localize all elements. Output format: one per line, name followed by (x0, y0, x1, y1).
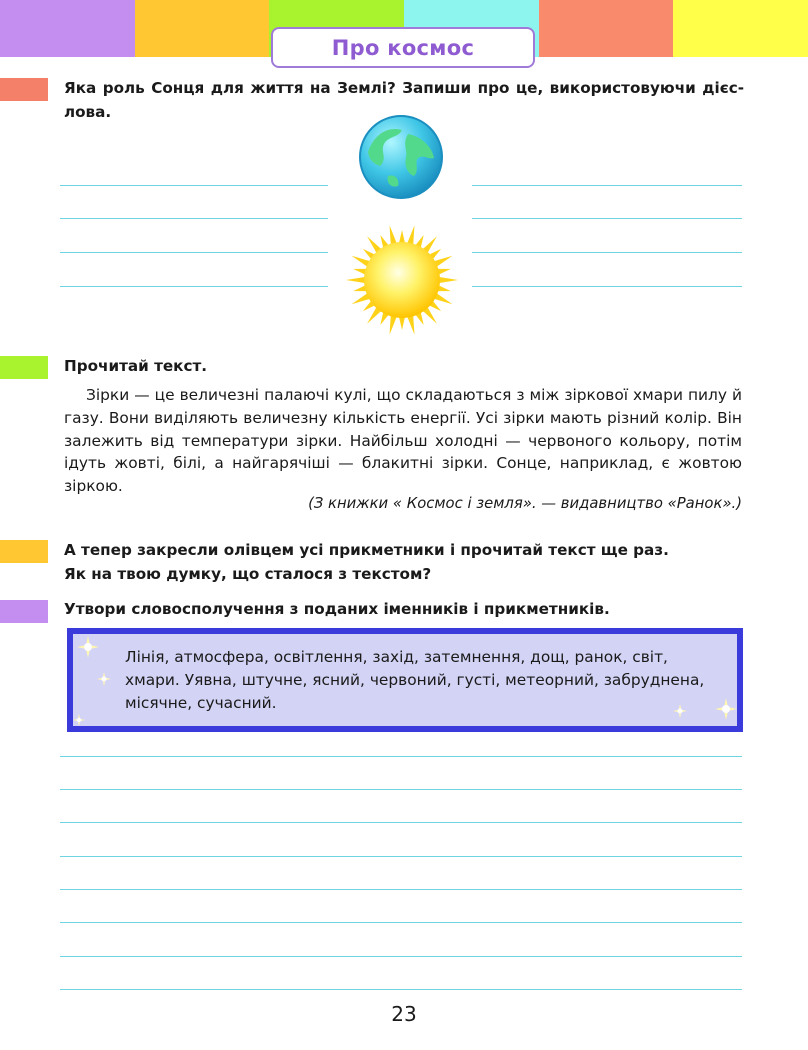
writing-line[interactable] (472, 252, 742, 253)
word-bank-box (67, 628, 743, 732)
reading-text: Зірки — це величезні палаючі кулі, що складаються з між зіркової хмари пилу й газу. Вони виділяють величезну кількість енергії. Усі зірки мають різний колір. Він залежить від температури зірки. Найбільш холодні — червоного кольору, потім ідуть жовті, білі, а найгарячіші — блакитні зірки. Сонце, наприклад, є жовтою зіркою. (64, 386, 742, 496)
writing-line[interactable] (472, 218, 742, 219)
writing-line[interactable] (60, 989, 742, 990)
writing-line[interactable] (472, 286, 742, 287)
task1-line1: Яка роль Сонця для життя на Землі? Запиши про це, використовуючи дієс- (64, 79, 744, 97)
writing-line[interactable] (60, 856, 742, 857)
writing-line[interactable] (60, 889, 742, 890)
writing-line[interactable] (60, 789, 742, 790)
writing-line[interactable] (60, 252, 328, 253)
sparkle-icon (73, 714, 85, 726)
task3-question (64, 538, 669, 586)
task2-heading: Прочитай текст. (64, 357, 208, 375)
task-marker-4 (0, 600, 48, 623)
word-bank-text: Лінія, атмосфера, освітлення, захід, затемнення, дощ, ранок, світ, хмари. Уявна, штучне, ясний, червоний, густі, метеорний, забруднена, місячне, сучасний. (125, 648, 705, 712)
task-marker-2 (0, 356, 48, 379)
writing-line[interactable] (60, 956, 742, 957)
writing-line[interactable] (472, 185, 742, 186)
task-marker-1 (0, 78, 48, 101)
color-band (673, 0, 808, 57)
task3-line1: А тепер закресли олівцем усі прикметники і прочитай текст ще раз. (64, 541, 669, 559)
sun-ray (438, 277, 458, 283)
writing-line[interactable] (60, 822, 742, 823)
sun-ray (346, 277, 366, 283)
text-source: (З книжки « Космос і земля». — видавництво «Ранок».) (308, 495, 742, 512)
writing-line[interactable] (60, 286, 328, 287)
task3-line2: Як на твою думку, що сталося з текстом? (64, 565, 432, 583)
writing-line[interactable] (60, 922, 742, 923)
sparkle-icon (77, 636, 99, 658)
task1-line2: лова. (64, 103, 112, 121)
task-marker-3 (0, 540, 48, 563)
page-title-text: Про космос (331, 35, 475, 60)
sparkle-icon (97, 672, 111, 686)
page-number: 23 (391, 1002, 417, 1026)
color-band (135, 0, 270, 57)
task4-heading: Утвори словосполучення з поданих іменників і прикметників. (64, 600, 610, 618)
writing-line[interactable] (60, 185, 328, 186)
earth-icon (358, 114, 444, 200)
color-band (0, 0, 135, 57)
sun-icon (342, 224, 462, 336)
page-title (271, 27, 535, 68)
color-band (539, 0, 674, 57)
writing-line[interactable] (60, 756, 742, 757)
writing-line[interactable] (60, 218, 328, 219)
